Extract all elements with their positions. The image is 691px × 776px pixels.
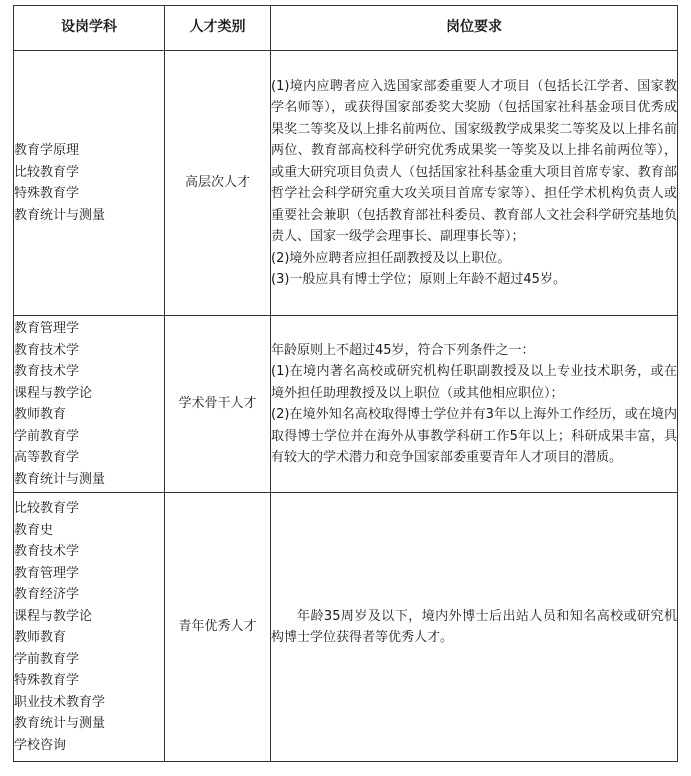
subject-item: 教育技术学 xyxy=(14,544,80,559)
table-row xyxy=(14,493,678,762)
subject-item: 比较教育学 xyxy=(14,501,80,516)
requirement-paragraph: (2)境外应聘者应担任副教授及以上职位。 xyxy=(271,250,511,266)
subject-list xyxy=(14,51,165,316)
subject-item: 学前教育学 xyxy=(14,428,80,444)
subject-item: 教育史 xyxy=(14,522,54,538)
requirements-cell xyxy=(271,493,678,762)
requirement-paragraph: (3)一般应具有博士学位；原则上年龄不超过45岁。 xyxy=(271,272,566,287)
subject-item: 教育学原理 xyxy=(14,143,80,158)
subject-item: 高等教育学 xyxy=(14,450,80,465)
subject-item: 教育管理学 xyxy=(14,321,80,336)
subject-list xyxy=(14,316,165,493)
table-row xyxy=(14,316,678,493)
subject-item: 课程与教学论 xyxy=(14,385,93,401)
subject-item: 教师教育 xyxy=(14,407,67,422)
header-row xyxy=(14,6,678,51)
header-requirements: 岗位要求 xyxy=(271,6,678,51)
subject-item: 教育技术学 xyxy=(14,342,80,358)
requirements-cell xyxy=(271,51,678,316)
requirement-paragraph: (2)在境外知名高校取得博士学位并有3年以上海外工作经历，或在境内取得博士学位并在海外从事教学科研工作5年以上；科研成果丰富，具有较大的学术潜力和竞争国家部委重要青年人才项目的潜质。 xyxy=(271,407,677,465)
header-subject: 设岗学科 xyxy=(14,6,165,51)
subject-item: 教育经济学 xyxy=(14,587,80,602)
subject-item: 教育统计与测量 xyxy=(14,207,106,223)
subject-item: 教师教育 xyxy=(14,630,67,645)
subject-item: 教育管理学 xyxy=(14,565,80,581)
talent-category: 学术骨干人才 xyxy=(165,316,271,493)
subject-item: 特殊教育学 xyxy=(14,186,80,201)
subject-item: 学校咨询 xyxy=(14,737,67,753)
table-row xyxy=(14,51,678,316)
requirements-cell xyxy=(271,316,678,493)
subject-list xyxy=(14,493,165,762)
requirement-paragraph: 年龄35周岁及以下，境内外博士后出站人员和知名高校或研究机构博士学位获得者等优秀人才。 xyxy=(271,608,677,645)
subject-item: 教育技术学 xyxy=(14,364,80,379)
requirement-paragraph: 年龄原则上不超过45岁，符合下列条件之一： xyxy=(271,342,535,358)
header-category: 人才类别 xyxy=(165,6,271,51)
subject-item: 教育统计与测量 xyxy=(14,716,106,731)
talent-category: 青年优秀人才 xyxy=(165,493,271,762)
subject-item: 教育统计与测量 xyxy=(14,471,106,487)
subject-item: 比较教育学 xyxy=(14,164,80,180)
subject-item: 学前教育学 xyxy=(14,651,80,667)
requirement-paragraph: (1)在境内著名高校或研究机构任职副教授及以上专业技术职务，或在境外担任助理教授及以上职位（或其他相应职位）； xyxy=(271,364,677,401)
talent-category: 高层次人才 xyxy=(165,51,271,316)
requirement-paragraph: (1)境内应聘者应入选国家部委重要人才项目（包括长江学者、国家教学名师等），或获得国家部委奖大奖励（包括国家社科基金项目优秀成果奖二等奖及以上排名前两位、国家级教学成果奖二等奖及以上排名前两位、教育部高校科学研究优秀成果奖一等奖及以上排名前两位等），或重大研究项目负责人（包括国家社科基金重大项目首席专家、教育部哲学社会科学研究重大攻关项目首席专家等）、担任学术机构负责人或重要社会兼职（包括教育部社科委员、教育部人文社会科学研究基地负责人、国家一级学会理事长、副理事长等）； xyxy=(271,78,677,244)
positions-table xyxy=(13,5,678,762)
subject-item: 课程与教学论 xyxy=(14,608,93,624)
subject-item: 特殊教育学 xyxy=(14,673,80,688)
subject-item: 职业技术教育学 xyxy=(14,694,106,710)
